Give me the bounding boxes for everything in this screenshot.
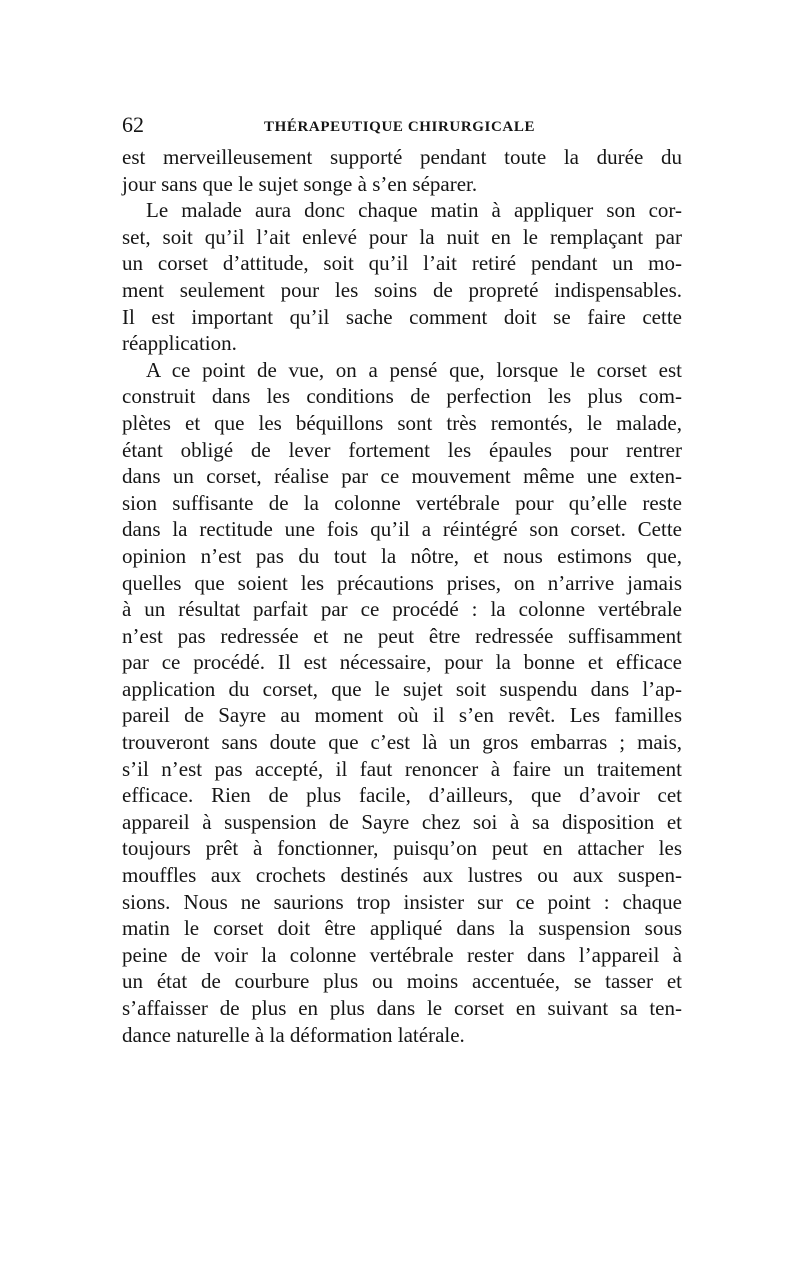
text-line: réapplication.: [122, 331, 237, 356]
text-line: application du corset, que le sujet soit suspendu dans l’ap-: [122, 676, 682, 701]
text-line: sion suffisante de la colonne vertébrale pour qu’elle reste: [122, 490, 682, 515]
paragraph: [122, 197, 682, 357]
text-line: est merveilleusement supporté pendant toute la durée du: [122, 145, 682, 169]
text-line: efficace. Rien de plus facile, d’ailleurs, que d’avoir cet: [122, 783, 682, 808]
text-line: sions. Nous ne saurions trop insister sur ce point : chaque: [122, 889, 682, 914]
text-line: toujours prêt à fonctionner, puisqu’on peut en attacher les: [122, 836, 682, 861]
text-line: peine de voir la colonne vertébrale rester dans l’appareil à: [122, 942, 682, 967]
text-line: matin le corset doit être appliqué dans la suspension sous: [122, 916, 682, 941]
running-title: THÉRAPEUTIQUE CHIRURGICALE: [264, 119, 536, 135]
text-line: à un résultat parfait par ce procédé : la colonne vertébrale: [122, 597, 682, 622]
text-line: s’il n’est pas accepté, il faut renoncer à faire un traitement: [122, 756, 682, 781]
text-line: quelles que soient les précautions prises, on n’arrive jamais: [122, 570, 682, 595]
page-header: [122, 110, 682, 144]
text-line: construit dans les conditions de perfection les plus com-: [122, 384, 682, 409]
text-line: appareil à suspension de Sayre chez soi à sa disposition et: [122, 809, 682, 834]
text-line: Il est important qu’il sache comment doit se faire cette: [122, 304, 682, 329]
text-line: étant obligé de lever fortement les épaules pour rentrer: [122, 437, 682, 462]
body-text: [122, 144, 682, 1048]
text-line: dans la rectitude une fois qu’il a réintégré son corset. Cette: [122, 517, 682, 542]
text-line: A ce point de vue, on a pensé que, lorsque le corset est: [146, 357, 682, 382]
text-line: trouveront sans doute que c’est là un gros embarras ; mais,: [122, 730, 682, 755]
text-line: un état de courbure plus ou moins accentuée, se tasser et: [122, 969, 682, 994]
text-line: jour sans que le sujet songe à s’en séparer.: [122, 171, 478, 196]
text-line: pareil de Sayre au moment où il s’en revêt. Les familles: [122, 703, 682, 728]
text-line: set, soit qu’il l’ait enlevé pour la nuit en le remplaçant par: [122, 224, 682, 249]
book-page: [122, 110, 682, 1048]
text-line: n’est pas redressée et ne peut être redressée suffisamment: [122, 623, 682, 648]
text-line: mouffles aux crochets destinés aux lustres ou aux suspen-: [122, 863, 682, 888]
text-line: Le malade aura donc chaque matin à appliquer son cor-: [146, 198, 682, 223]
text-line: s’affaisser de plus en plus dans le corset en suivant sa ten-: [122, 996, 682, 1020]
text-line: un corset d’attitude, soit qu’il l’ait retiré pendant un mo-: [122, 251, 682, 276]
text-line: opinion n’est pas du tout la nôtre, et nous estimons que,: [122, 543, 682, 568]
text-line: ment seulement pour les soins de propreté indispensables.: [122, 277, 682, 302]
text-line: dans un corset, réalise par ce mouvement même une exten-: [122, 464, 682, 489]
paragraph: [122, 357, 682, 1048]
text-line: par ce procédé. Il est nécessaire, pour la bonne et efficace: [122, 650, 682, 675]
paragraph: [122, 144, 682, 197]
page-number: 62: [122, 112, 144, 137]
text-line: plètes et que les béquillons sont très remontés, le malade,: [122, 410, 682, 435]
text-line: dance naturelle à la déformation latérale.: [122, 1022, 465, 1047]
